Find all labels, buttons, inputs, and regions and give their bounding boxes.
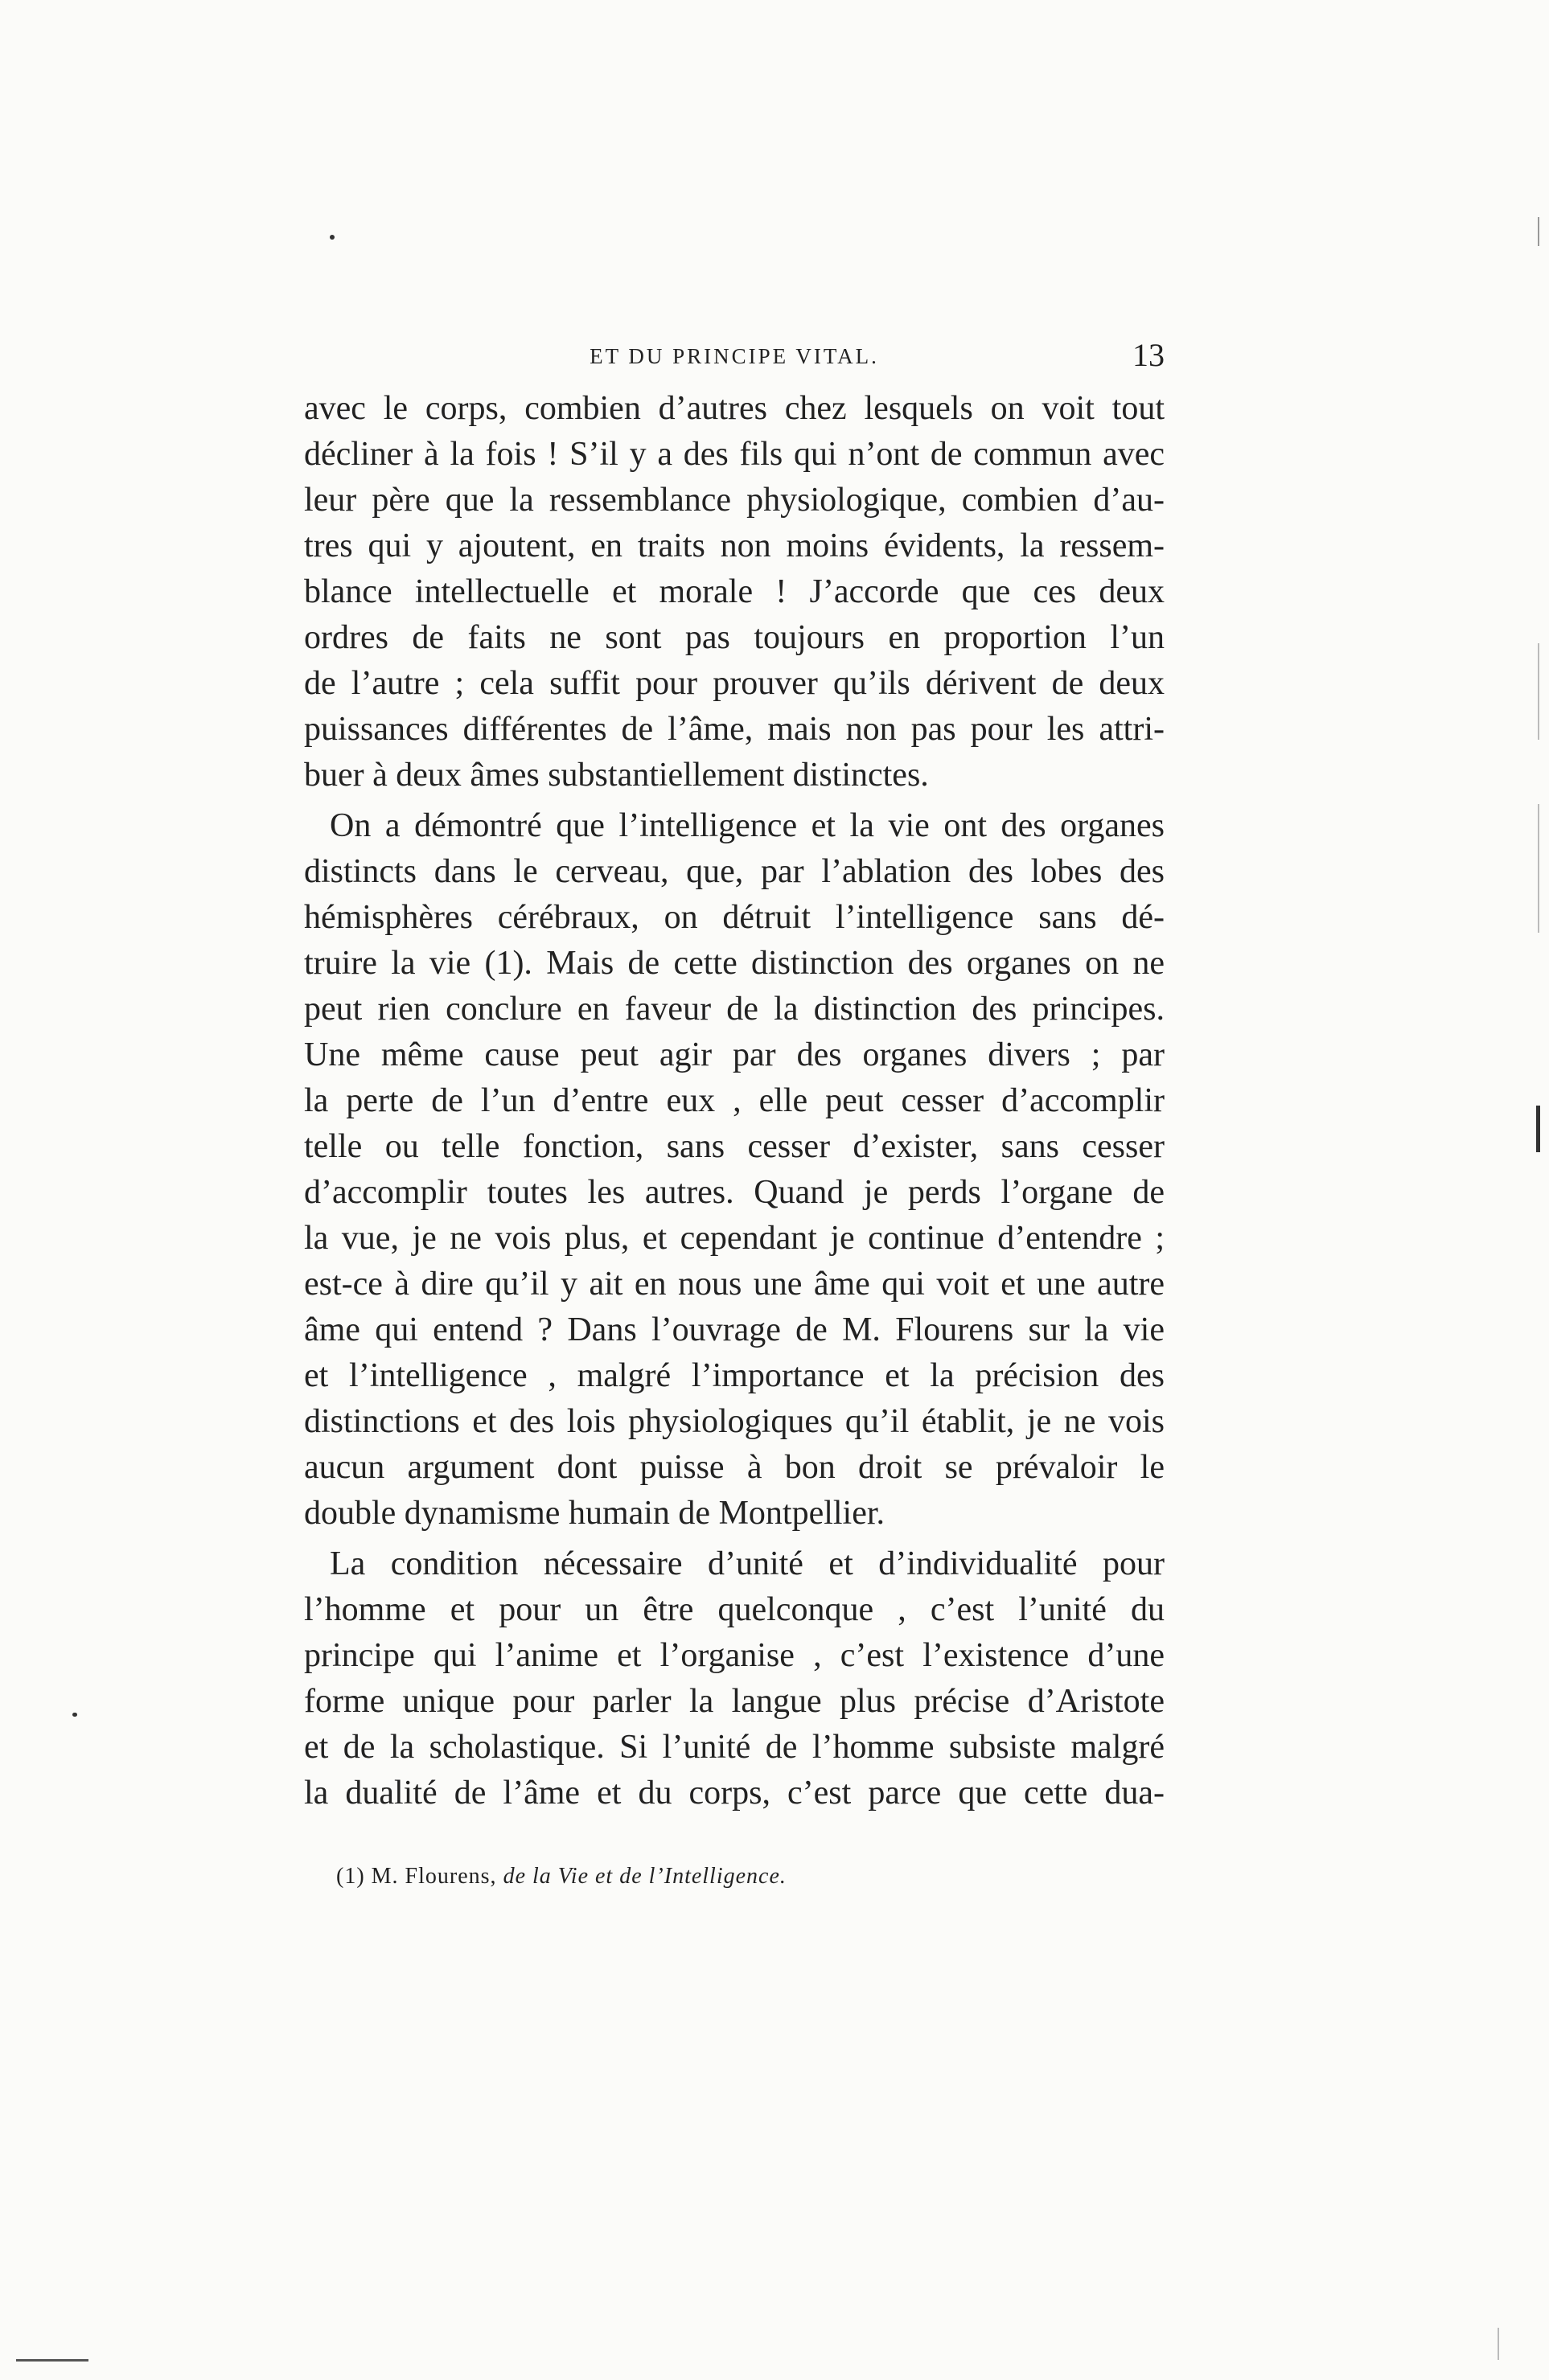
footnote-marker: (1)	[336, 1864, 365, 1889]
text-line: la dualité de l’âme et du corps, c’est parce que cette dua-	[304, 1775, 1165, 1812]
text-line: distinctions et des lois physiologiques qu’il établit, je ne vois	[304, 1403, 1165, 1440]
text-line: avec le corps, combien d’autres chez lesquels on voit tout	[304, 390, 1165, 427]
edge-mark	[1538, 643, 1539, 740]
text-line: hémisphères cérébraux, on détruit l’intelligence sans dé-	[304, 899, 1165, 936]
paragraph-2	[304, 803, 1165, 1537]
text-line: On a démontré que l’intelligence et la vie ont des organes	[330, 807, 1165, 844]
footnote	[336, 1864, 787, 1890]
text-line: forme unique pour parler la langue plus précise d’Aristote	[304, 1683, 1165, 1720]
footnote-author: M. Flourens,	[371, 1864, 497, 1889]
paragraph-1	[304, 386, 1165, 798]
text-line: buer à deux âmes substantiellement distinctes.	[304, 757, 929, 794]
text-line: tres qui y ajoutent, en traits non moins évidents, la ressem-	[304, 527, 1165, 564]
text-line: peut rien conclure en faveur de la distinction des principes.	[304, 991, 1165, 1028]
text-line: est-ce à dire qu’il y ait en nous une âme qui voit et une autre	[304, 1266, 1165, 1303]
text-line: leur père que la ressemblance physiologique, combien d’au-	[304, 482, 1165, 519]
text-line: et de la scholastique. Si l’unité de l’homme subsiste malgré	[304, 1729, 1165, 1766]
text-line: de l’autre ; cela suffit pour prouver qu’ils dérivent de deux	[304, 665, 1165, 702]
text-line: la vue, je ne vois plus, et cependant je continue d’entendre ;	[304, 1220, 1165, 1257]
text-line: décliner à la fois ! S’il y a des fils qui n’ont de commun avec	[304, 436, 1165, 473]
paragraph-3	[304, 1541, 1165, 1816]
text-line: blance intellectuelle et morale ! J’accorde que ces deux	[304, 573, 1165, 610]
text-line: truire la vie (1). Mais de cette distinction des organes on ne	[304, 945, 1165, 982]
edge-mark	[1538, 217, 1539, 246]
text-line: telle ou telle fonction, sans cesser d’exister, sans cesser	[304, 1128, 1165, 1165]
scan-speck	[330, 235, 335, 240]
running-title: ET DU PRINCIPE VITAL.	[590, 344, 879, 368]
text-line: La condition nécessaire d’unité et d’individualité pour	[330, 1545, 1165, 1582]
text-line: ordres de faits ne sont pas toujours en proportion l’un	[304, 619, 1165, 656]
text-line: et l’intelligence , malgré l’importance et la précision des	[304, 1357, 1165, 1394]
edge-mark	[1538, 804, 1539, 933]
text-line: puissances différentes de l’âme, mais non pas pour les attri-	[304, 711, 1165, 748]
text-line: Une même cause peut agir par des organes divers ; par	[304, 1036, 1165, 1073]
text-line: double dynamisme humain de Montpellier.	[304, 1495, 885, 1532]
footnote-title: de la Vie et de l’Intelligence.	[503, 1864, 787, 1889]
text-line: aucun argument dont puisse à bon droit se prévaloir le	[304, 1449, 1165, 1486]
corner-smudge	[16, 2359, 88, 2362]
text-line: distincts dans le cerveau, que, par l’ablation des lobes des	[304, 853, 1165, 890]
running-head	[304, 336, 1165, 376]
text-line: la perte de l’un d’entre eux , elle peut cesser d’accomplir	[304, 1082, 1165, 1119]
scan-speck	[72, 1713, 77, 1717]
page-number: 13	[1132, 337, 1165, 373]
corner-smudge	[1498, 2328, 1499, 2360]
text-line: âme qui entend ? Dans l’ouvrage de M. Flourens sur la vie	[304, 1311, 1165, 1348]
text-line: principe qui l’anime et l’organise , c’est l’existence d’une	[304, 1637, 1165, 1674]
edge-mark	[1536, 1106, 1540, 1152]
text-line: d’accomplir toutes les autres. Quand je perds l’organe de	[304, 1174, 1165, 1211]
text-line: l’homme et pour un être quelconque , c’est l’unité du	[304, 1591, 1165, 1628]
body-text	[304, 386, 1165, 1816]
